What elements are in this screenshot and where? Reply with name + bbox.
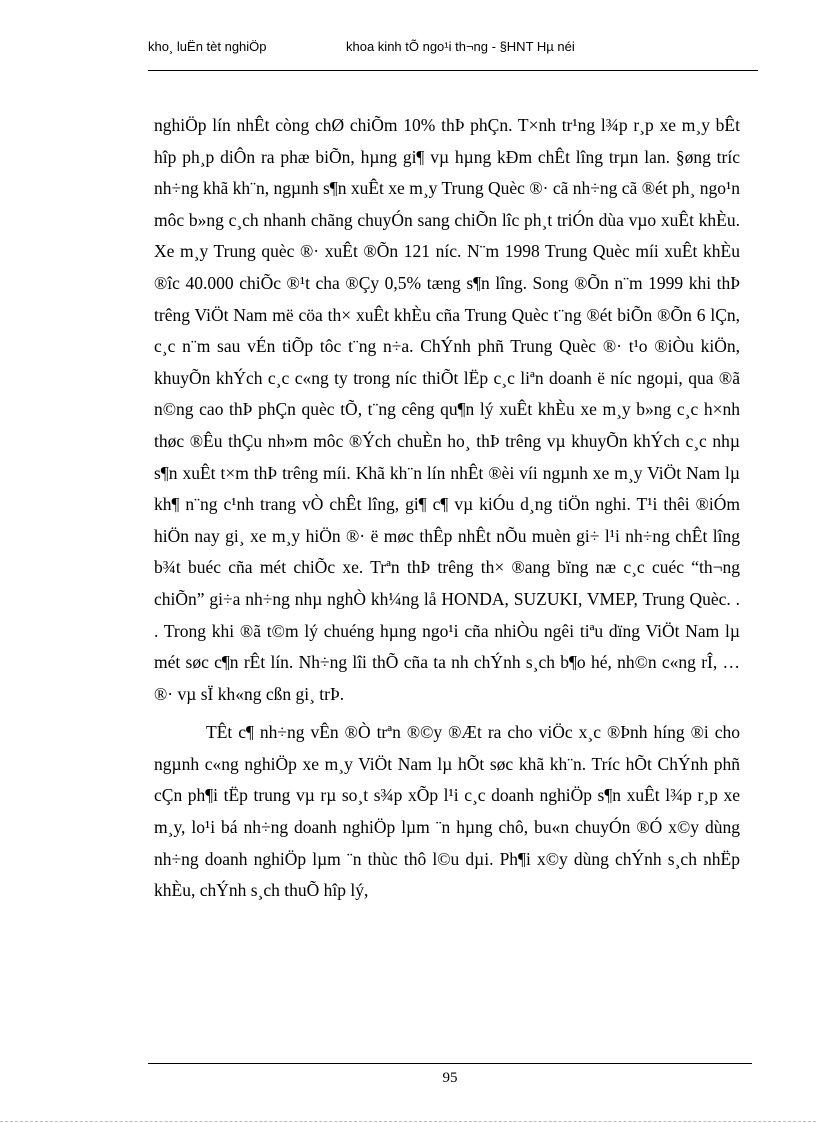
body-paragraph-2: TÊt c¶ nh÷ng vÊn ®Ò trªn ®©y ®Æt ra cho viÖc x¸c ®Þnh híng ®i cho ngµnh c«ng nghiÖp xe m¸y ViÖt Nam lµ hÕt søc khã kh¨n. Tríc hÕt ChÝnh phñ cÇn ph¶i tËp trung vµ rµ so¸t s¾p xÕp l¹i c¸c doanh nghiÖp s¶n xuÊt l¾p r¸p xe m¸y, lo¹i bá nh÷ng doanh nghiÖp lµm ¨n hµng chô, bu«n chuyÓn ®Ó x©y dùng nh÷ng doanh nghiÖp lµm ¨n thùc thô l©u dµi. Ph¶i x©y dùng chÝnh s¸ch nhËp khÈu, chÝnh s¸ch thuÕ hîp lý, bbox=[154, 722, 740, 901]
header-thesis-label: kho¸ luËn tèt nghiÖp bbox=[148, 39, 267, 54]
page-bottom-edge bbox=[0, 1121, 816, 1122]
running-header bbox=[148, 38, 758, 58]
body-text bbox=[154, 110, 740, 907]
page-number: 95 bbox=[442, 1070, 458, 1086]
body-paragraph-1: nghiÖp lín nhÊt còng chØ chiÕm 10% thÞ phÇn. T×nh tr¹ng l¾p r¸p xe m¸y bÊt hîp ph¸p diÔn ra phæ biÕn, hµng gi¶ vµ hµng kÐm chÊt lîng trµn lan. §øng tríc nh÷ng khã kh¨n, ngµnh s¶n xuÊt xe m¸y Trung Quèc ®· cã nh÷ng cã ®ét ph¸ ngo¹n môc b»ng c¸ch nhanh chãng chuyÓn sang chiÕn lîc ph¸t triÓn dùa vµo xuÊt khÈu. Xe m¸y Trung quèc ®· xuÊt ®Õn 121 níc. N¨m 1998 Trung Quèc míi xuÊt khÈu ®îc 40.000 chiÕc ®¹t cha ®Çy 0,5% tæng s¶n lîng. Song ®Õn n¨m 1999 khi thÞ trêng ViÖt Nam më cöa th× xuÊt khÈu cña Trung Quèc t¨ng ®ét biÕn ®Õn 6 lÇn, c¸c n¨m sau vÉn tiÕp tôc t¨ng n÷a. ChÝnh phñ Trung Quèc ®· t¹o ®iÒu kiÖn, khuyÕn khÝch c¸c c«ng ty trong níc thiÕt lËp c¸c liªn doanh ë níc ngoµi, qua ®ã n©ng cao thÞ phÇn quèc tÕ, t¨ng cêng qu¶n lý xuÊt khÈu xe m¸y b»ng c¸c h×nh thøc ®Êu thÇu nh»m môc ®Ých chuÈn ho¸ thÞ trêng vµ khuyÕn khÝch c¸c nhµ s¶n xuÊt t×m thÞ trêng míi. Khã kh¨n lín nhÊt ®èi víi ngµnh xe m¸y ViÖt Nam lµ kh¶ n¨ng c¹nh trang vÒ chÊt lîng, gi¶ c¶ vµ kiÓu d¸ng tiÖn nghi. T¹i thêi ®iÓm hiÖn nay gi¸ xe m¸y hiÖn ®· ë møc thÊp nhÊt nÕu muèn gi÷ l¹i nh÷ng chÊt lîng b¾t buéc cña mét chiÕc xe. Trªn thÞ trêng th× ®ang bïng næ c¸c cuéc “th¬ng chiÕn” gi÷a nh÷ng nhµ nghÒ kh¼ng lå HONDA, SUZUKI, VMEP, Trung Quèc. . . Trong khi ®ã t©m lý chuéng hµng ngo¹i cña nhiÒu ngêi tiªu dïng ViÖt Nam lµ mét søc c¶n rÊt lín. Nh÷ng lîi thÕ cña ta nh chÝnh s¸ch b¶o hé, nh©n c«ng rÎ, … ®· vµ sÏ kh«ng cßn gi¸ trÞ. bbox=[154, 115, 740, 704]
footer-divider bbox=[148, 1063, 752, 1064]
header-divider bbox=[148, 70, 758, 71]
header-faculty-label: khoa kinh tÕ ngo¹i th¬ng - §HNT Hµ néi bbox=[346, 39, 575, 54]
